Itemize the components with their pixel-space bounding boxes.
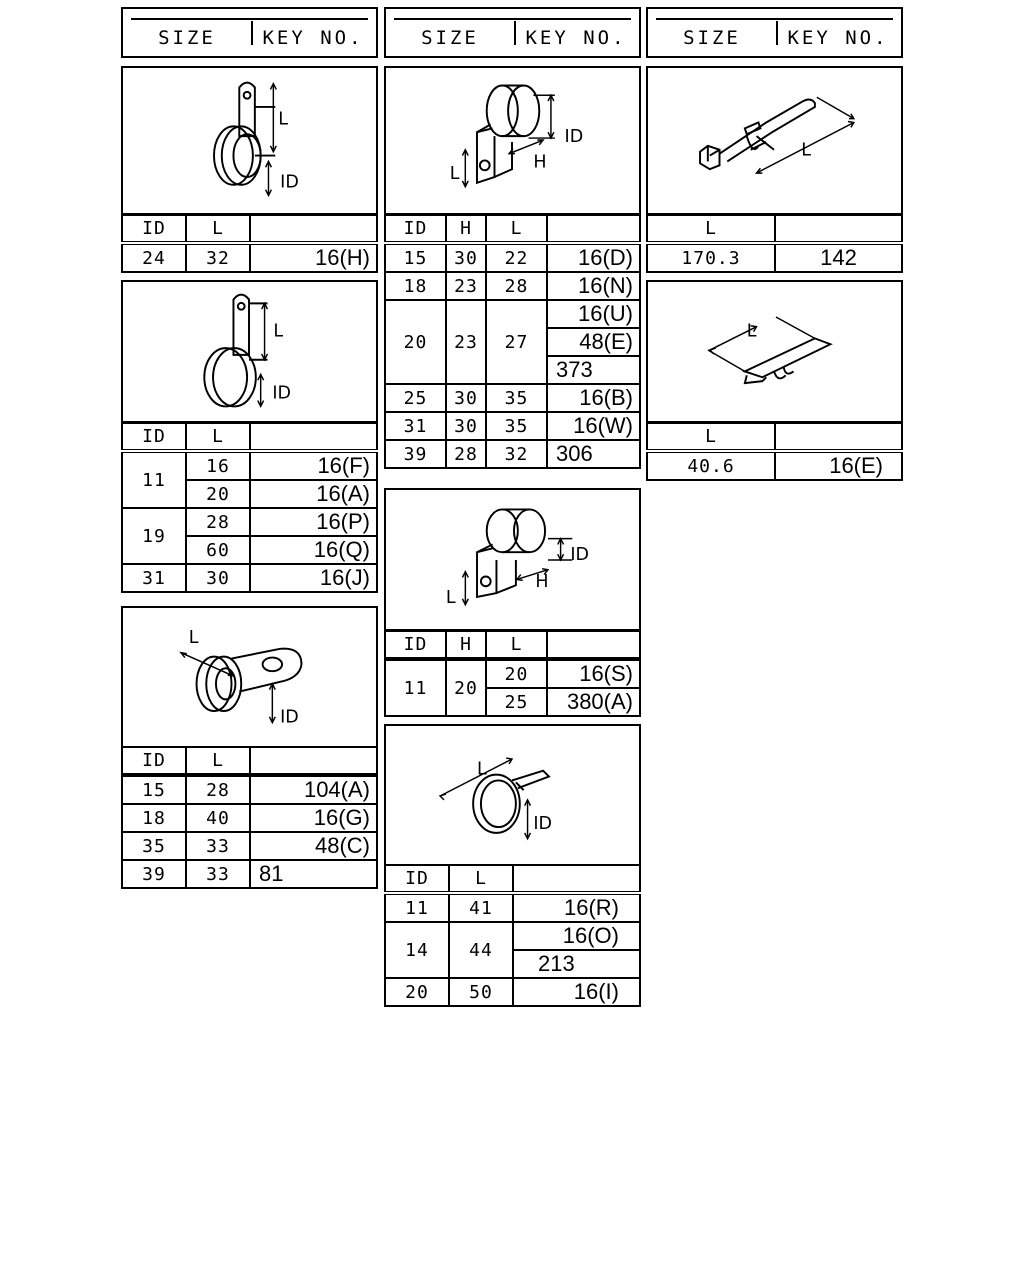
keyno-header: KEY NO. <box>262 27 364 49</box>
col-header-id: ID <box>385 215 446 243</box>
table-row: 20 16(A) <box>122 480 377 508</box>
key-number: 380(A) <box>547 688 640 716</box>
clamp-d-table <box>384 214 641 469</box>
dim-l-label: L <box>477 759 487 780</box>
clamp-b-table <box>121 422 378 593</box>
col-header-l: L <box>186 423 250 451</box>
dim-l-label: L <box>746 321 757 342</box>
table-row: 25 380(A) <box>385 688 640 716</box>
table-row: 35 33 48(C) <box>122 832 377 860</box>
table-header-row <box>385 631 640 659</box>
table-row: 20 23 27 16(U) <box>385 300 640 328</box>
size-keyno-header-col3 <box>646 7 903 58</box>
key-number: 16(D) <box>547 243 640 272</box>
key-number: 16(A) <box>250 480 377 508</box>
clip-plate-drawing <box>648 282 901 421</box>
key-number: 142 <box>775 243 902 272</box>
table-row: 39 33 81 <box>122 860 377 888</box>
dim-id-label: ID <box>564 126 584 147</box>
col-header-id: ID <box>122 215 186 243</box>
clamp-e-diagram <box>384 488 641 631</box>
col-header-id: ID <box>122 747 186 775</box>
band-clamp-drawing <box>386 726 639 864</box>
col-header-l: L <box>486 631 547 659</box>
tie-b-table <box>646 422 903 481</box>
col-header-key <box>775 423 902 451</box>
col-header-l: L <box>186 747 250 775</box>
clamp-f-table <box>384 864 641 1007</box>
key-number: 16(B) <box>547 384 640 412</box>
table-header-row <box>647 215 902 243</box>
key-number: 16(F) <box>250 451 377 480</box>
key-number: 16(S) <box>547 659 640 688</box>
table-row: 24 32 16(H) <box>122 243 377 272</box>
dim-l-label: L <box>801 140 812 161</box>
clamp-b-diagram <box>121 280 378 423</box>
tie-a-diagram <box>646 66 903 215</box>
key-number: 16(Q) <box>250 536 377 564</box>
dim-id-label: ID <box>533 814 553 835</box>
table-row: 39 28 32 306 <box>385 440 640 468</box>
size-keyno-header-col1 <box>121 7 378 58</box>
table-row: 15 28 104(A) <box>122 775 377 804</box>
key-number: 48(C) <box>250 832 377 860</box>
keyno-header: KEY NO. <box>525 27 627 49</box>
table-row: 15 30 22 16(D) <box>385 243 640 272</box>
col-header-l: L <box>486 215 547 243</box>
keyno-header: KEY NO. <box>787 27 889 49</box>
clamp-c-diagram <box>121 606 378 748</box>
key-number: 16(G) <box>250 804 377 832</box>
key-number: 16(W) <box>547 412 640 440</box>
dim-id-label: ID <box>280 707 299 728</box>
offset-bracket-clamp-drawing <box>386 68 639 213</box>
col-header-h: H <box>446 215 486 243</box>
table-header-row <box>122 747 377 775</box>
clamp-a-diagram <box>121 66 378 215</box>
col-header-key <box>250 423 377 451</box>
dim-h-label: H <box>533 152 547 173</box>
table-row: 11 16 16(F) <box>122 451 377 480</box>
key-number: 16(J) <box>250 564 377 592</box>
tie-a-table <box>646 214 903 273</box>
cushion-clamp-drawing <box>123 608 376 746</box>
col-header-id: ID <box>385 865 449 893</box>
col-header-l: L <box>647 215 775 243</box>
size-header: SIZE <box>421 27 479 49</box>
table-row: 20 50 16(I) <box>385 978 640 1006</box>
table-row: 170.3 142 <box>647 243 902 272</box>
dim-l-label: L <box>188 627 199 648</box>
key-number: 16(O) <box>513 922 640 950</box>
dim-l-label: L <box>445 587 456 608</box>
col-header-h: H <box>446 631 486 659</box>
cable-tie-drawing <box>648 68 901 213</box>
col-header-key <box>250 747 377 775</box>
key-number: 16(H) <box>250 243 377 272</box>
size-header: SIZE <box>158 27 216 49</box>
table-row: 18 40 16(G) <box>122 804 377 832</box>
table-header-row <box>647 423 902 451</box>
key-number: 306 <box>547 440 640 468</box>
table-row: 31 30 35 16(W) <box>385 412 640 440</box>
table-row: 11 20 20 16(S) <box>385 659 640 688</box>
key-number: 213 <box>513 950 640 978</box>
tie-b-diagram <box>646 280 903 423</box>
col-header-l: L <box>647 423 775 451</box>
table-header-row <box>385 865 640 893</box>
table-row: 25 30 35 16(B) <box>385 384 640 412</box>
dim-h-label: H <box>535 572 549 593</box>
table-header-row <box>122 215 377 243</box>
dim-id-label: ID <box>272 383 291 404</box>
col-header-key <box>547 215 640 243</box>
dim-l-label: L <box>449 163 460 184</box>
clamp-d-diagram <box>384 66 641 215</box>
table-row: 31 30 16(J) <box>122 564 377 592</box>
col-header-key <box>775 215 902 243</box>
key-number: 16(P) <box>250 508 377 536</box>
clamp-e-table <box>384 630 641 717</box>
single-loop-clamp-drawing <box>123 68 376 213</box>
dim-id-label: ID <box>280 172 299 193</box>
table-row: 60 16(Q) <box>122 536 377 564</box>
dim-id-label: ID <box>570 544 589 565</box>
key-number: 81 <box>250 860 377 888</box>
table-row: 14 44 16(O) <box>385 922 640 950</box>
col-header-key <box>513 865 640 893</box>
dim-l-label: L <box>273 321 284 342</box>
table-row: 19 28 16(P) <box>122 508 377 536</box>
table-row: 11 41 16(R) <box>385 893 640 922</box>
key-number: 48(E) <box>547 328 640 356</box>
key-number: 16(N) <box>547 272 640 300</box>
key-number: 16(R) <box>513 893 640 922</box>
clamp-c-table <box>121 746 378 889</box>
col-header-key <box>547 631 640 659</box>
p-clamp-drawing <box>123 282 376 421</box>
key-number: 16(U) <box>547 300 640 328</box>
key-number: 16(E) <box>775 451 902 480</box>
table-header-row <box>385 215 640 243</box>
clamp-f-diagram <box>384 724 641 866</box>
clamp-a-table <box>121 214 378 273</box>
key-number: 373 <box>547 356 640 384</box>
offset-bracket-clamp-drawing <box>386 490 639 629</box>
key-number: 16(I) <box>513 978 640 1006</box>
col-header-l: L <box>449 865 513 893</box>
dim-l-label: L <box>278 109 288 130</box>
table-row: 40.6 16(E) <box>647 451 902 480</box>
table-header-row <box>122 423 377 451</box>
size-header: SIZE <box>683 27 741 49</box>
size-keyno-header-col2 <box>384 7 641 58</box>
col-header-l: L <box>186 215 250 243</box>
table-row: 18 23 28 16(N) <box>385 272 640 300</box>
col-header-id: ID <box>385 631 446 659</box>
col-header-key <box>250 215 377 243</box>
key-number: 104(A) <box>250 775 377 804</box>
col-header-id: ID <box>122 423 186 451</box>
